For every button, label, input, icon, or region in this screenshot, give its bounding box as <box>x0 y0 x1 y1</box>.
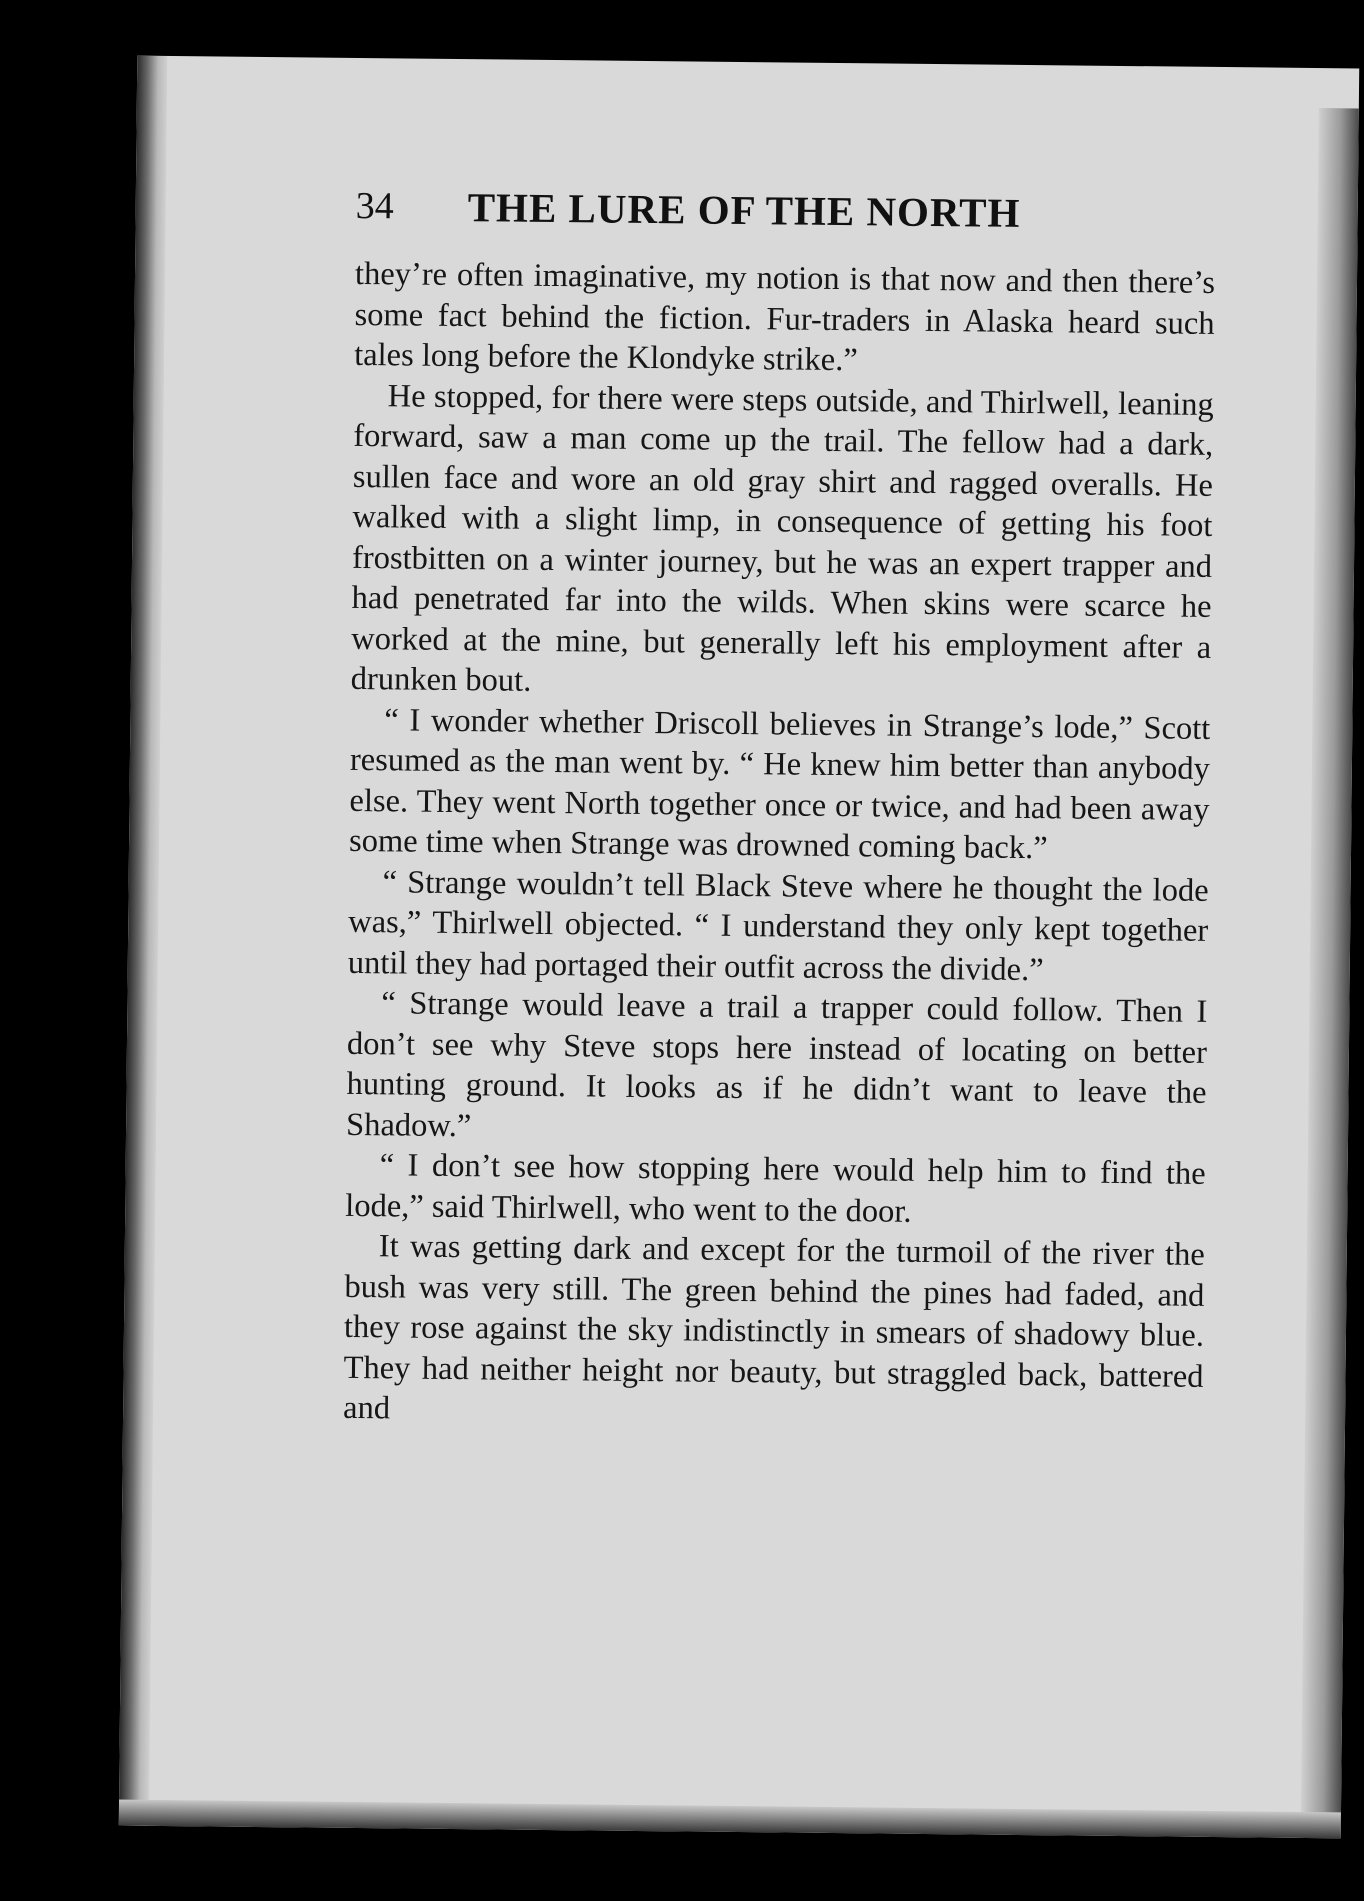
paragraph: He stopped, for there were steps outside, and Thirlwell, leaning forward, saw a man come up the trail. The fellow had a dark, sullen face and wore an old gray shirt and ragged overalls. He walked with a slight limp, in consequence of getting his foot frostbitten on a winter journey, but he was an expert trapper and had penetrated far into the wilds. When skins were scarce he worked at the mine, but generally left his employment after a drunken bout. <box>350 377 1214 699</box>
running-title: THE LURE OF THE NORTH <box>467 184 1021 236</box>
paragraph: It was getting dark and except for the turmoil of the river the bush was very still. The green behind the pines had faded, and they rose against the sky indistinctly in smears of shadowy blue. They had neither height nor beauty, but straggled back, battered and <box>342 1228 1205 1427</box>
paragraph: “ I don’t see how stopping here would help him to find the lode,” said Thirlwell, who went to the door. <box>345 1147 1206 1230</box>
running-header <box>355 176 1216 245</box>
paragraph: “ Strange wouldn’t tell Black Steve where he thought the lode was,” Thirlwell objected. “ I understand they only kept together until they had portaged their outfit across the divide.” <box>347 863 1209 988</box>
paragraph: “ I wonder whether Driscoll believes in Strange’s lode,” Scott resumed as the man went by. “ He knew him better than anybody else. They went North together once or twice, and had been away some time when Strange was drowned coming back.” <box>348 701 1211 867</box>
page-edge-shadow <box>1301 108 1359 1828</box>
book-page <box>119 56 1359 1839</box>
page-number: 34 <box>355 184 394 228</box>
page-gutter-shadow <box>119 56 168 1826</box>
page-bottom-edge <box>119 1800 1341 1839</box>
paragraph: they’re often imaginative, my notion is that now and then there’s some fact behind the fiction. Fur-traders in Alaska heard such tales long before the Klondyke strike.” <box>353 255 1216 379</box>
body-text <box>343 254 1215 1437</box>
paragraph: “ Strange would leave a trail a trapper could follow. Then I don’t see why Steve stops here instead of locating on better hunting ground. It looks as if he didn’t want to leave the Shadow.” <box>345 985 1208 1144</box>
